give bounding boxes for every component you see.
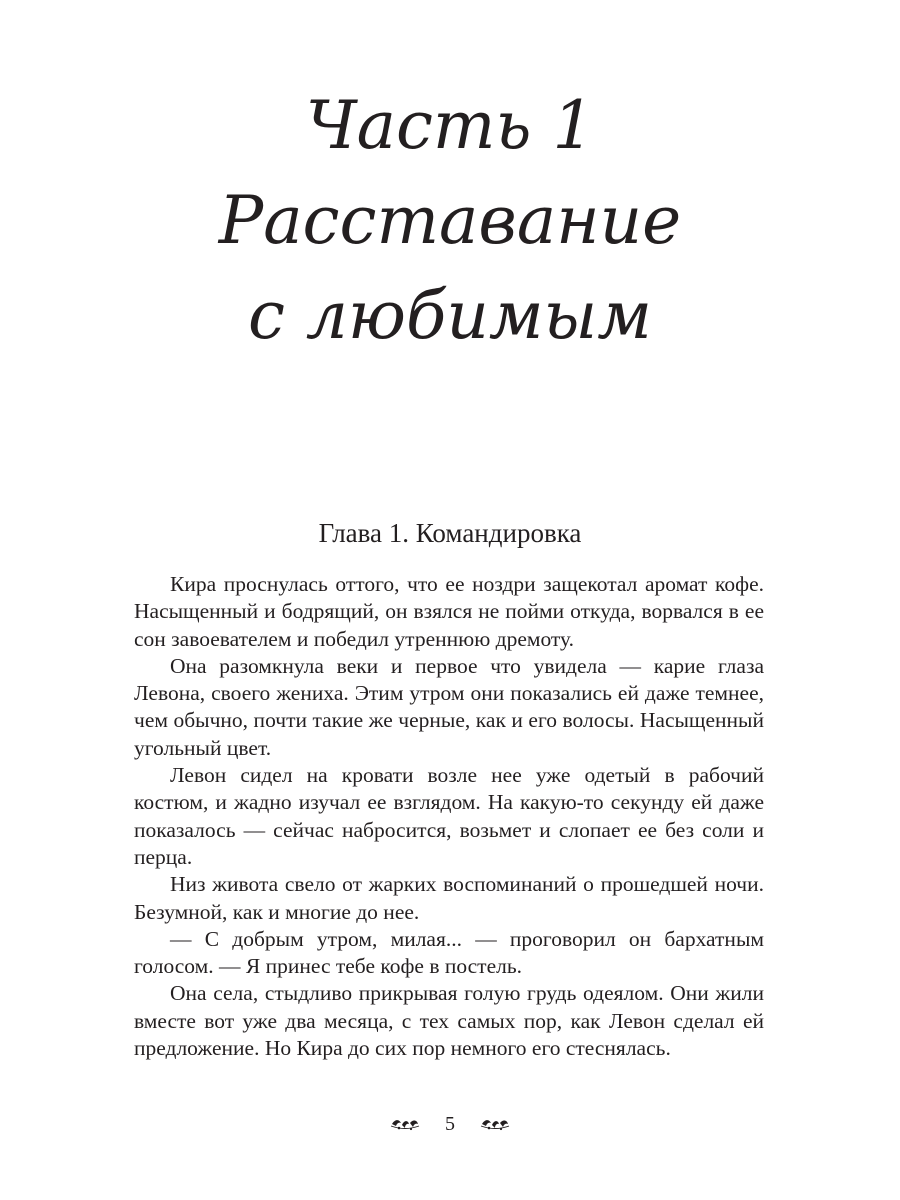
paragraph: Она села, стыдливо прикрывая голую грудь одеялом. Они жили вместе вот уже два месяца, с тех самых пор, как Левон сделал ей предложение. Но Кира до сих пор немного его стеснялась.	[134, 981, 764, 1061]
paragraph: Кира проснулась оттого, что ее ноздри защекотал аромат кофе. Насыщенный и бодрящий, он взялся не пойми откуда, ворвался в ее сон завоевателем и победил утреннюю дремоту.	[134, 572, 764, 651]
part-title-line-3: с любимым	[247, 277, 653, 354]
paragraph: Низ живота свело от жарких воспоминаний о прошедшей ночи. Безумной, как и многие до нее.	[134, 872, 764, 924]
paragraph: — С добрым утром, милая... — проговорил он бархатным голосом. — Я принес тебе кофе в постель.	[134, 926, 764, 979]
floral-ornament-left-icon	[390, 1117, 420, 1131]
chapter-title: Глава 1. Командировка	[318, 518, 582, 548]
part-title-line-2: Расставание	[218, 182, 682, 259]
paragraph: Она разомкнула веки и первое что увидела — карие глаза Левона, своего жениха. Этим утром они показались ей даже темнее, чем обычно, почти такие же черные, как и его волосы. Насыщенный угольный цвет.	[134, 653, 764, 760]
part-title-line-1: Часть 1	[305, 87, 595, 164]
part-title	[0, 78, 900, 363]
paragraph: Левон сидел на кровати возле нее уже одетый в рабочий костюм, и жадно изучал ее взглядом. На какую-то секунду ей даже показалось — сейчас набросится, возьмет и слопает ее без соли и перца.	[134, 763, 764, 869]
chapter-body	[134, 571, 764, 1062]
page-footer	[0, 1108, 900, 1139]
page-number: 5	[445, 1113, 455, 1136]
floral-ornament-right-icon	[480, 1117, 510, 1131]
